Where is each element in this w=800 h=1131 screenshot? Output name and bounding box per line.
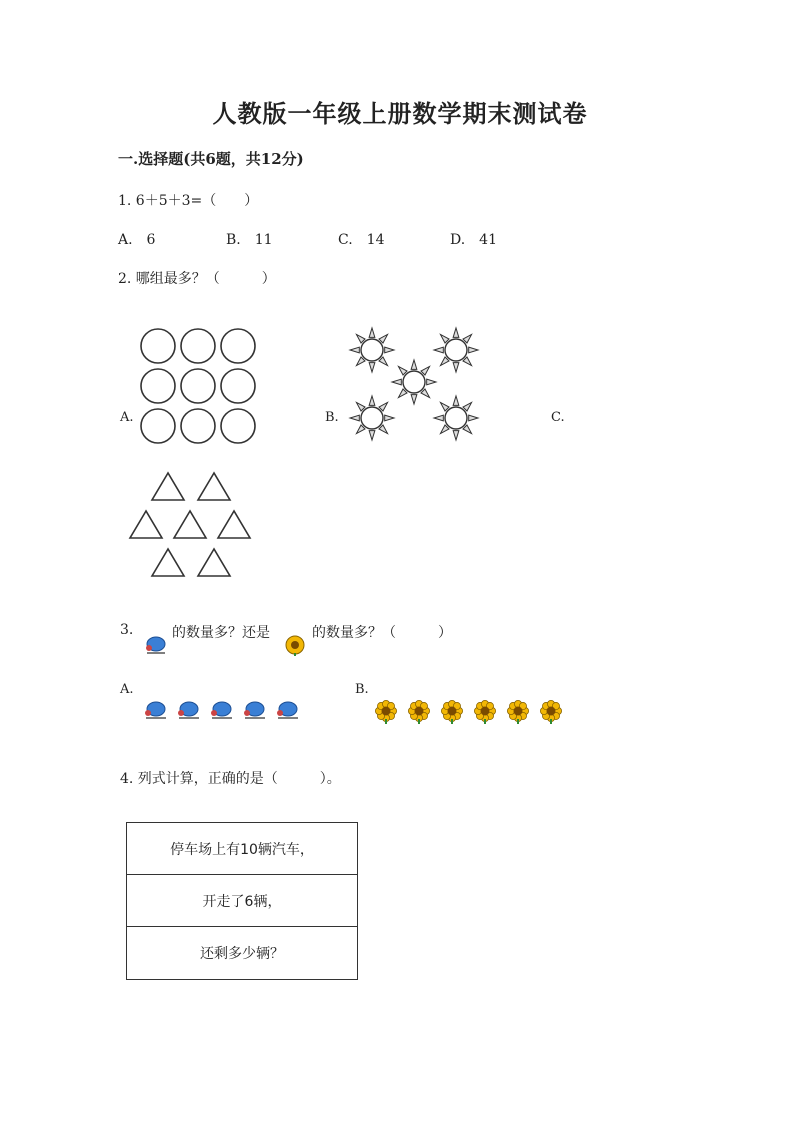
question-1-option-c[interactable]: C. 14 bbox=[338, 232, 385, 248]
circle-shape bbox=[221, 369, 255, 403]
circle-shape bbox=[221, 329, 255, 363]
question-1-option-b[interactable]: B. 11 bbox=[226, 232, 273, 248]
circle-shape bbox=[141, 329, 175, 363]
sunflower-icon bbox=[507, 700, 528, 724]
blue-bug-icon bbox=[145, 702, 166, 718]
question-1-stem: 1. 6＋5＋3=（ ） bbox=[118, 193, 259, 209]
sunflower-icon bbox=[375, 700, 396, 724]
sun-shape bbox=[350, 396, 394, 440]
triangle-shape bbox=[174, 511, 206, 538]
triangle-shape bbox=[152, 549, 184, 576]
sunflower-icon bbox=[441, 700, 462, 724]
triangle-shape bbox=[130, 511, 162, 538]
question-1-option-d[interactable]: D. 41 bbox=[450, 232, 497, 248]
flower-row-figure bbox=[374, 700, 572, 726]
word-problem-line-2: 开走了6辆， bbox=[127, 875, 357, 927]
page-title: 人教版一年级上册数学期末测试卷 bbox=[212, 99, 588, 128]
sunflower-icon bbox=[540, 700, 561, 724]
sunflower-icon bbox=[474, 700, 495, 724]
blue-bug-icon bbox=[244, 702, 265, 718]
circle-shape bbox=[221, 409, 255, 443]
sun-shape bbox=[434, 328, 478, 372]
question-3-number: 3. bbox=[120, 622, 134, 638]
circle-shape bbox=[181, 329, 215, 363]
sunflower-icon bbox=[284, 634, 306, 656]
bug-row-figure bbox=[140, 698, 308, 726]
triangle-shape bbox=[198, 549, 230, 576]
question-2-stem: 2. 哪组最多？（ ） bbox=[118, 271, 276, 287]
sun-shape bbox=[392, 360, 436, 404]
question-3-stem-middle: 的数量多？还是 bbox=[172, 625, 270, 641]
circle-group-figure bbox=[138, 326, 262, 450]
sun-shape bbox=[350, 328, 394, 372]
word-problem-line-3: 还剩多少辆？ bbox=[200, 946, 284, 962]
triangle-shape bbox=[152, 473, 184, 500]
question-1-option-a[interactable]: A. 6 bbox=[118, 232, 156, 248]
section-heading: 一.选择题(共6题，共12分) bbox=[118, 150, 304, 168]
sun-shape bbox=[434, 396, 478, 440]
circle-shape bbox=[181, 409, 215, 443]
question-2-option-a[interactable]: A. bbox=[120, 410, 134, 425]
question-4-stem: 4. 列式计算，正确的是（ ）。 bbox=[120, 771, 341, 787]
circle-shape bbox=[141, 409, 175, 443]
sunflower-icon bbox=[408, 700, 429, 724]
question-2-option-b[interactable]: B. bbox=[325, 410, 339, 425]
word-problem-box bbox=[126, 822, 358, 980]
triangle-shape bbox=[198, 473, 230, 500]
question-3-stem-end: 的数量多？（ ） bbox=[312, 625, 452, 641]
question-3-option-b[interactable]: B. bbox=[355, 682, 369, 697]
question-2-option-c[interactable]: C. bbox=[551, 410, 565, 425]
triangle-shape bbox=[218, 511, 250, 538]
question-3-option-a[interactable]: A. bbox=[120, 682, 134, 697]
blue-bug-icon bbox=[277, 702, 298, 718]
sun-group-figure bbox=[346, 322, 488, 444]
circle-shape bbox=[141, 369, 175, 403]
blue-bug-icon bbox=[144, 634, 168, 656]
circle-shape bbox=[181, 369, 215, 403]
word-problem-line-1: 停车场上有10辆汽车， bbox=[127, 823, 357, 875]
blue-bug-icon bbox=[178, 702, 199, 718]
blue-bug-icon bbox=[211, 702, 232, 718]
triangle-group-figure bbox=[128, 470, 258, 582]
